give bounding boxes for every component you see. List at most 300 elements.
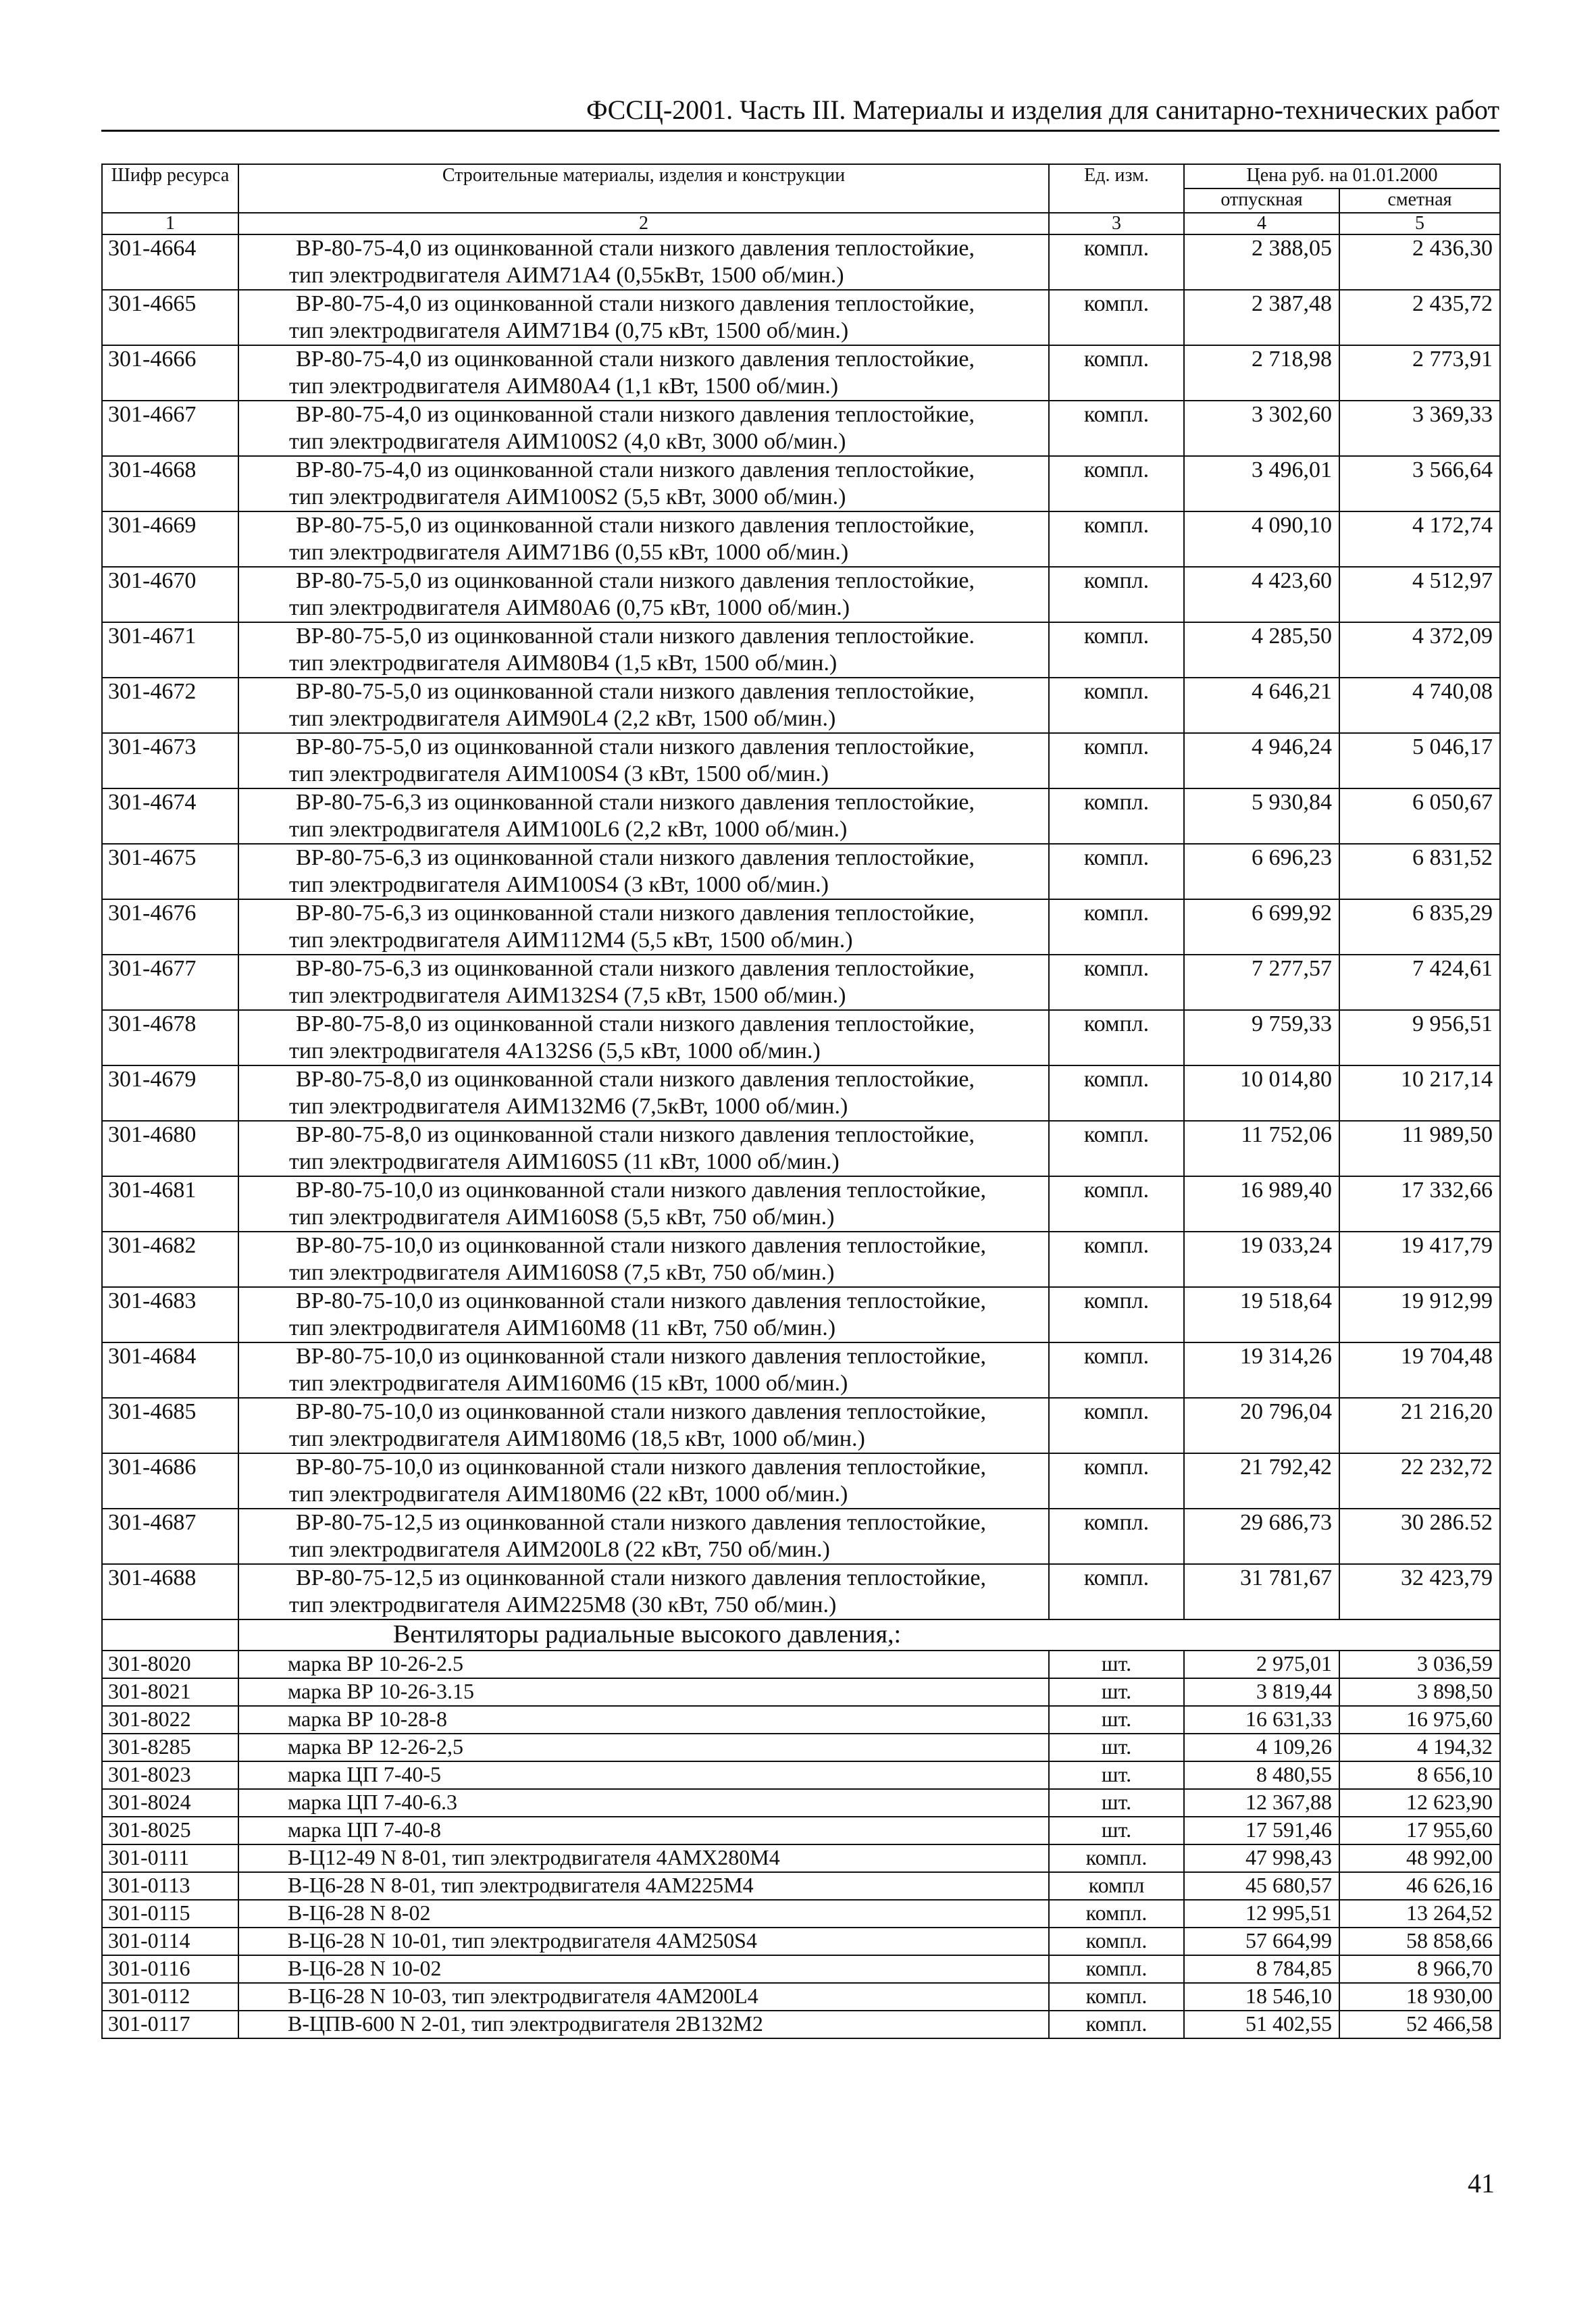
unit-of-measure: компл. [1049,401,1184,456]
page-header [101,95,1499,132]
unit-of-measure: шт. [1049,1706,1184,1734]
description-line-1: ВР-80-75-12,5 из оцинкованной стали низкого давления теплостойкие, [296,1510,987,1535]
resource-code: 301-4671 [102,622,238,678]
material-description: марка ВР 10-26-2.5 [238,1651,1049,1678]
estimate-price: 4 372,09 [1339,622,1500,678]
unit-of-measure: компл. [1049,1065,1184,1121]
unit-of-measure: компл. [1049,234,1184,290]
description-line-1: ВР-80-75-10,0 из оцинкованной стали низкого давления теплостойкие, [296,1233,987,1258]
estimate-price: 30 286.52 [1339,1509,1500,1564]
resource-code: 301-4677 [102,955,238,1010]
unit-of-measure: компл. [1049,1176,1184,1232]
table-row [102,1678,1500,1706]
table-row [102,234,1500,290]
release-price: 4 285,50 [1184,622,1339,678]
resource-code: 301-4685 [102,1398,238,1453]
table-row [102,733,1500,788]
estimate-price: 21 216,20 [1339,1398,1500,1453]
description-line-2: тип электродвигателя АИМ132М6 (7,5кВт, 1000 об/мин.) [289,1094,848,1119]
description-line-1: ВР-80-75-10,0 из оцинкованной стали низкого давления теплостойкие, [296,1399,987,1424]
unit-of-measure: шт. [1049,1789,1184,1817]
description-line-2: тип электродвигателя 4А132S6 (5,5 кВт, 1000 об/мин.) [289,1038,821,1063]
material-description [238,1121,1049,1176]
material-description [238,1287,1049,1342]
header-estimate-price: сметная [1339,188,1500,213]
description-line-2: тип электродвигателя АИМ80А6 (0,75 кВт, 1000 об/мин.) [289,595,850,620]
resource-code: 301-0117 [102,2011,238,2038]
material-description [238,733,1049,788]
description-line-2: тип электродвигателя АИМ80В4 (1,5 кВт, 1500 об/мин.) [289,651,838,676]
material-description [238,622,1049,678]
release-price: 19 314,26 [1184,1342,1339,1398]
description-line-1: ВР-80-75-4,0 из оцинкованной стали низкого давления теплостойкие, [296,291,975,316]
section-row [102,1619,1500,1651]
material-description [238,844,1049,899]
resource-code: 301-4672 [102,678,238,733]
unit-of-measure: компл. [1049,844,1184,899]
resource-code: 301-8024 [102,1789,238,1817]
table-row [102,456,1500,511]
description-line-1: ВР-80-75-4,0 из оцинкованной стали низкого давления теплостойкие, [296,236,975,261]
table-row [102,678,1500,733]
release-price: 2 388,05 [1184,234,1339,290]
table-row [102,401,1500,456]
release-price: 18 546,10 [1184,1983,1339,2011]
estimate-price: 4 512,97 [1339,567,1500,622]
resource-code: 301-8023 [102,1761,238,1789]
unit-of-measure: компл. [1049,1955,1184,1983]
unit-of-measure: компл. [1049,1342,1184,1398]
description-line-2: тип электродвигателя АИМ160S8 (7,5 кВт, 750 об/мин.) [289,1260,835,1285]
unit-of-measure: компл. [1049,1509,1184,1564]
estimate-price: 13 264,52 [1339,1900,1500,1928]
unit-of-measure: шт. [1049,1734,1184,1761]
estimate-price: 5 046,17 [1339,733,1500,788]
estimate-price: 11 989,50 [1339,1121,1500,1176]
col-number: 5 [1339,213,1500,234]
price-table [101,164,1501,2039]
release-price: 19 033,24 [1184,1232,1339,1287]
resource-code: 301-0115 [102,1900,238,1928]
unit-of-measure: компл. [1049,1844,1184,1872]
unit-of-measure: компл. [1049,1928,1184,1955]
resource-code: 301-4686 [102,1453,238,1509]
material-description [238,456,1049,511]
header-title: ФССЦ-2001. Часть III. Материалы и изделия для санитарно-технических работ [586,95,1499,125]
resource-code: 301-0114 [102,1928,238,1955]
resource-code: 301-8020 [102,1651,238,1678]
description-line-1: ВР-80-75-5,0 из оцинкованной стали низкого давления теплостойкие. [296,624,975,649]
column-number-row [102,213,1500,234]
col-number: 3 [1049,213,1184,234]
unit-of-measure: компл. [1049,511,1184,567]
resource-code: 301-0112 [102,1983,238,2011]
resource-code: 301-4678 [102,1010,238,1065]
resource-code: 301-4668 [102,456,238,511]
description-line-2: тип электродвигателя АИМ100S4 (3 кВт, 1500 об/мин.) [289,761,829,786]
material-description [238,290,1049,345]
material-description: В-Ц6-28 N 10-03, тип электродвигателя 4АМ200L4 [238,1983,1049,2011]
table-row [102,1900,1500,1928]
description-line-2: тип электродвигателя АИМ160М8 (11 кВт, 750 об/мин.) [289,1315,836,1340]
material-description [238,1010,1049,1065]
release-price: 12 367,88 [1184,1789,1339,1817]
unit-of-measure: компл. [1049,290,1184,345]
col-number: 1 [102,213,238,234]
resource-code: 301-0116 [102,1955,238,1983]
resource-code: 301-4684 [102,1342,238,1398]
unit-of-measure: компл. [1049,1453,1184,1509]
description-line-1: ВР-80-75-6,3 из оцинкованной стали низкого давления теплостойкие, [296,956,975,981]
release-price: 4 946,24 [1184,733,1339,788]
header-code: Шифр ресурса [102,164,238,213]
table-row [102,1706,1500,1734]
estimate-price: 46 626,16 [1339,1872,1500,1900]
release-price: 3 302,60 [1184,401,1339,456]
resource-code: 301-4680 [102,1121,238,1176]
release-price: 6 696,23 [1184,844,1339,899]
table-row [102,567,1500,622]
resource-code: 301-4674 [102,788,238,844]
release-price: 2 387,48 [1184,290,1339,345]
table-row [102,1453,1500,1509]
description-line-2: тип электродвигателя АИМ180М6 (22 кВт, 1000 об/мин.) [289,1482,848,1507]
resource-code: 301-4673 [102,733,238,788]
estimate-price: 3 369,33 [1339,401,1500,456]
unit-of-measure: компл [1049,1872,1184,1900]
description-line-2: тип электродвигателя АИМ100L6 (2,2 кВт, 1000 об/мин.) [289,817,848,842]
release-price: 11 752,06 [1184,1121,1339,1176]
estimate-price: 19 912,99 [1339,1287,1500,1342]
description-line-2: тип электродвигателя АИМ100S4 (3 кВт, 1000 об/мин.) [289,872,829,897]
table-row [102,2011,1500,2038]
release-price: 7 277,57 [1184,955,1339,1010]
release-price: 3 819,44 [1184,1678,1339,1706]
unit-of-measure: компл. [1049,678,1184,733]
material-description [238,511,1049,567]
description-line-1: ВР-80-75-4,0 из оцинкованной стали низкого давления теплостойкие, [296,402,975,427]
description-line-1: ВР-80-75-12,5 из оцинкованной стали низкого давления теплостойкие, [296,1565,987,1590]
description-line-1: ВР-80-75-10,0 из оцинкованной стали низкого давления теплостойкие, [296,1178,987,1203]
resource-code: 301-4667 [102,401,238,456]
release-price: 29 686,73 [1184,1509,1339,1564]
description-line-1: ВР-80-75-10,0 из оцинкованной стали низкого давления теплостойкие, [296,1344,987,1369]
unit-of-measure: шт. [1049,1678,1184,1706]
material-description [238,899,1049,955]
estimate-price: 10 217,14 [1339,1065,1500,1121]
release-price: 4 109,26 [1184,1734,1339,1761]
resource-code: 301-4679 [102,1065,238,1121]
material-description: марка ВР 10-26-3.15 [238,1678,1049,1706]
unit-of-measure: компл. [1049,2011,1184,2038]
table-row [102,1872,1500,1900]
material-description: марка ВР 10-28-8 [238,1706,1049,1734]
unit-of-measure: компл. [1049,1900,1184,1928]
description-line-2: тип электродвигателя АИМ80А4 (1,1 кВт, 1500 об/мин.) [289,374,839,399]
table-row [102,1176,1500,1232]
unit-of-measure: компл. [1049,1232,1184,1287]
release-price: 8 480,55 [1184,1761,1339,1789]
release-price: 20 796,04 [1184,1398,1339,1453]
description-line-2: тип электродвигателя АИМ160S8 (5,5 кВт, 750 об/мин.) [289,1205,835,1230]
material-description [238,567,1049,622]
resource-code: 301-8021 [102,1678,238,1706]
table-row [102,1287,1500,1342]
description-line-2: тип электродвигателя АИМ225М8 (30 кВт, 750 об/мин.) [289,1592,837,1617]
material-description [238,1232,1049,1287]
description-line-1: ВР-80-75-8,0 из оцинкованной стали низкого давления теплостойкие, [296,1011,975,1036]
release-price: 51 402,55 [1184,2011,1339,2038]
description-line-1: ВР-80-75-8,0 из оцинкованной стали низкого давления теплостойкие, [296,1122,975,1147]
unit-of-measure: шт. [1049,1761,1184,1789]
description-line-1: ВР-80-75-8,0 из оцинкованной стали низкого давления теплостойкие, [296,1067,975,1092]
estimate-price: 18 930,00 [1339,1983,1500,2011]
material-description: марка ЦП 7-40-8 [238,1817,1049,1844]
estimate-price: 6 831,52 [1339,844,1500,899]
description-line-2: тип электродвигателя АИМ160S5 (11 кВт, 1000 об/мин.) [289,1149,840,1174]
description-line-1: ВР-80-75-4,0 из оцинкованной стали низкого давления теплостойкие, [296,457,975,482]
description-line-2: тип электродвигателя АИМ132S4 (7,5 кВт, 1500 об/мин.) [289,983,846,1008]
resource-code: 301-4682 [102,1232,238,1287]
table-row [102,1232,1500,1287]
estimate-price: 52 466,58 [1339,2011,1500,2038]
table-row [102,1761,1500,1789]
unit-of-measure: шт. [1049,1651,1184,1678]
description-line-1: ВР-80-75-5,0 из оцинкованной стали низкого давления теплостойкие, [296,734,975,759]
material-description [238,788,1049,844]
resource-code: 301-4665 [102,290,238,345]
description-line-1: ВР-80-75-5,0 из оцинкованной стали низкого давления теплостойкие, [296,568,975,593]
resource-code: 301-4675 [102,844,238,899]
estimate-price: 2 773,91 [1339,345,1500,401]
material-description: В-ЦПВ-600 N 2-01, тип электродвигателя 2В132М2 [238,2011,1049,2038]
material-description: марка ВР 12-26-2,5 [238,1734,1049,1761]
description-line-2: тип электродвигателя АИМ90L4 (2,2 кВт, 1500 об/мин.) [289,706,836,731]
description-line-2: тип электродвигателя АИМ160М6 (15 кВт, 1000 об/мин.) [289,1371,848,1396]
release-price: 31 781,67 [1184,1564,1339,1619]
unit-of-measure: компл. [1049,955,1184,1010]
description-line-2: тип электродвигателя АИМ180М6 (18,5 кВт, 1000 об/мин.) [289,1426,865,1451]
header-price: Цена руб. на 01.01.2000 [1184,164,1500,188]
estimate-price: 16 975,60 [1339,1706,1500,1734]
unit-of-measure: компл. [1049,1121,1184,1176]
table-row [102,1789,1500,1817]
table-row [102,1065,1500,1121]
material-description [238,1065,1049,1121]
description-line-1: ВР-80-75-10,0 из оцинкованной стали низкого давления теплостойкие, [296,1288,987,1313]
material-description [238,1176,1049,1232]
material-description [238,1342,1049,1398]
description-line-2: тип электродвигателя АИМ112М4 (5,5 кВт, 1500 об/мин.) [289,928,853,953]
description-line-2: тип электродвигателя АИМ100S2 (4,0 кВт, 3000 об/мин.) [289,429,846,454]
material-description [238,345,1049,401]
material-description [238,678,1049,733]
resource-code: 301-4670 [102,567,238,622]
estimate-price: 58 858,66 [1339,1928,1500,1955]
estimate-price: 9 956,51 [1339,1010,1500,1065]
estimate-price: 12 623,90 [1339,1789,1500,1817]
unit-of-measure: компл. [1049,1010,1184,1065]
release-price: 16 631,33 [1184,1706,1339,1734]
unit-of-measure: компл. [1049,456,1184,511]
table-row [102,1121,1500,1176]
unit-of-measure: компл. [1049,567,1184,622]
table-row [102,1817,1500,1844]
table-row [102,955,1500,1010]
description-line-2: тип электродвигателя АИМ71А4 (0,55кВт, 1500 об/мин.) [289,263,844,288]
unit-of-measure: компл. [1049,1287,1184,1342]
description-line-1: ВР-80-75-5,0 из оцинкованной стали низкого давления теплостойкие, [296,513,975,538]
material-description [238,1453,1049,1509]
table-row [102,345,1500,401]
table-row [102,844,1500,899]
table-row [102,1509,1500,1564]
estimate-price: 4 740,08 [1339,678,1500,733]
resource-code: 301-0111 [102,1844,238,1872]
release-price: 16 989,40 [1184,1176,1339,1232]
release-price: 4 646,21 [1184,678,1339,733]
release-price: 5 930,84 [1184,788,1339,844]
description-line-2: тип электродвигателя АИМ71В4 (0,75 кВт, 1500 об/мин.) [289,318,849,343]
table-row [102,290,1500,345]
estimate-price: 4 194,32 [1339,1734,1500,1761]
table-row [102,788,1500,844]
estimate-price: 22 232,72 [1339,1453,1500,1509]
estimate-price: 6 835,29 [1339,899,1500,955]
table-row [102,1928,1500,1955]
unit-of-measure: компл. [1049,1564,1184,1619]
table-row [102,622,1500,678]
estimate-price: 19 704,48 [1339,1342,1500,1398]
table-row [102,511,1500,567]
table-row [102,1564,1500,1619]
estimate-price: 3 566,64 [1339,456,1500,511]
release-price: 21 792,42 [1184,1453,1339,1509]
table-row [102,1955,1500,1983]
estimate-price: 7 424,61 [1339,955,1500,1010]
release-price: 2 975,01 [1184,1651,1339,1678]
unit-of-measure: компл. [1049,1398,1184,1453]
table-row [102,1983,1500,2011]
resource-code: 301-4676 [102,899,238,955]
resource-code: 301-4669 [102,511,238,567]
resource-code: 301-8025 [102,1817,238,1844]
release-price: 57 664,99 [1184,1928,1339,1955]
estimate-price: 32 423,79 [1339,1564,1500,1619]
release-price: 47 998,43 [1184,1844,1339,1872]
estimate-price: 8 966,70 [1339,1955,1500,1983]
release-price: 2 718,98 [1184,345,1339,401]
table-body [102,234,1500,2038]
material-description [238,1564,1049,1619]
col-number: 4 [1184,213,1339,234]
material-description: В-Ц6-28 N 8-02 [238,1900,1049,1928]
estimate-price: 2 435,72 [1339,290,1500,345]
resource-code: 301-4666 [102,345,238,401]
unit-of-measure: компл. [1049,345,1184,401]
estimate-price: 2 436,30 [1339,234,1500,290]
material-description: марка ЦП 7-40-6.3 [238,1789,1049,1817]
unit-of-measure: компл. [1049,733,1184,788]
release-price: 4 423,60 [1184,567,1339,622]
material-description [238,1398,1049,1453]
release-price: 8 784,85 [1184,1955,1339,1983]
resource-code: 301-4688 [102,1564,238,1619]
release-price: 6 699,92 [1184,899,1339,955]
section-title: Вентиляторы радиальные высокого давления,: [238,1619,1500,1651]
header-unit: Ед. изм. [1049,164,1184,213]
table-row [102,1651,1500,1678]
resource-code: 301-8285 [102,1734,238,1761]
estimate-price: 17 332,66 [1339,1176,1500,1232]
description-line-2: тип электродвигателя АИМ200L8 (22 кВт, 750 об/мин.) [289,1537,830,1562]
table-header-row [102,164,1500,188]
unit-of-measure: компл. [1049,1983,1184,2011]
release-price: 19 518,64 [1184,1287,1339,1342]
resource-code: 301-0113 [102,1872,238,1900]
material-description: В-Ц6-28 N 10-02 [238,1955,1049,1983]
description-line-1: ВР-80-75-6,3 из оцинкованной стали низкого давления теплостойкие, [296,901,975,926]
description-line-1: ВР-80-75-5,0 из оцинкованной стали низкого давления теплостойкие, [296,679,975,704]
header-name: Строительные материалы, изделия и конструкции [238,164,1049,213]
estimate-price: 3 898,50 [1339,1678,1500,1706]
estimate-price: 3 036,59 [1339,1651,1500,1678]
resource-code: 301-4664 [102,234,238,290]
release-price: 4 090,10 [1184,511,1339,567]
resource-code: 301-4687 [102,1509,238,1564]
material-description [238,1509,1049,1564]
release-price: 9 759,33 [1184,1010,1339,1065]
estimate-price: 6 050,67 [1339,788,1500,844]
release-price: 17 591,46 [1184,1817,1339,1844]
estimate-price: 4 172,74 [1339,511,1500,567]
description-line-2: тип электродвигателя АИМ71В6 (0,55 кВт, 1000 об/мин.) [289,540,849,565]
page-number: 41 [1468,2168,1495,2198]
resource-code: 301-8022 [102,1706,238,1734]
estimate-price: 19 417,79 [1339,1232,1500,1287]
resource-code: 301-4683 [102,1287,238,1342]
unit-of-measure: компл. [1049,899,1184,955]
resource-code: 301-4681 [102,1176,238,1232]
estimate-price: 17 955,60 [1339,1817,1500,1844]
release-price: 10 014,80 [1184,1065,1339,1121]
description-line-1: ВР-80-75-4,0 из оцинкованной стали низкого давления теплостойкие, [296,347,975,372]
table-row [102,1342,1500,1398]
release-price: 45 680,57 [1184,1872,1339,1900]
table-row [102,1398,1500,1453]
description-line-2: тип электродвигателя АИМ100S2 (5,5 кВт, 3000 об/мин.) [289,484,846,509]
release-price: 12 995,51 [1184,1900,1339,1928]
description-line-1: ВР-80-75-10,0 из оцинкованной стали низкого давления теплостойкие, [296,1455,987,1480]
estimate-price: 48 992,00 [1339,1844,1500,1872]
material-description [238,234,1049,290]
material-description: марка ЦП 7-40-5 [238,1761,1049,1789]
header-release-price: отпускная [1184,188,1339,213]
unit-of-measure: компл. [1049,788,1184,844]
table-row [102,1844,1500,1872]
unit-of-measure: компл. [1049,622,1184,678]
description-line-1: ВР-80-75-6,3 из оцинкованной стали низкого давления теплостойкие, [296,790,975,815]
material-description: В-Ц12-49 N 8-01, тип электродвигателя 4АМХ280М4 [238,1844,1049,1872]
estimate-price: 8 656,10 [1339,1761,1500,1789]
release-price: 3 496,01 [1184,456,1339,511]
description-line-1: ВР-80-75-6,3 из оцинкованной стали низкого давления теплостойкие, [296,845,975,870]
table-row [102,899,1500,955]
material-description [238,955,1049,1010]
col-number: 2 [238,213,1049,234]
material-description [238,401,1049,456]
material-description: В-Ц6-28 N 10-01, тип электродвигателя 4АМ250S4 [238,1928,1049,1955]
